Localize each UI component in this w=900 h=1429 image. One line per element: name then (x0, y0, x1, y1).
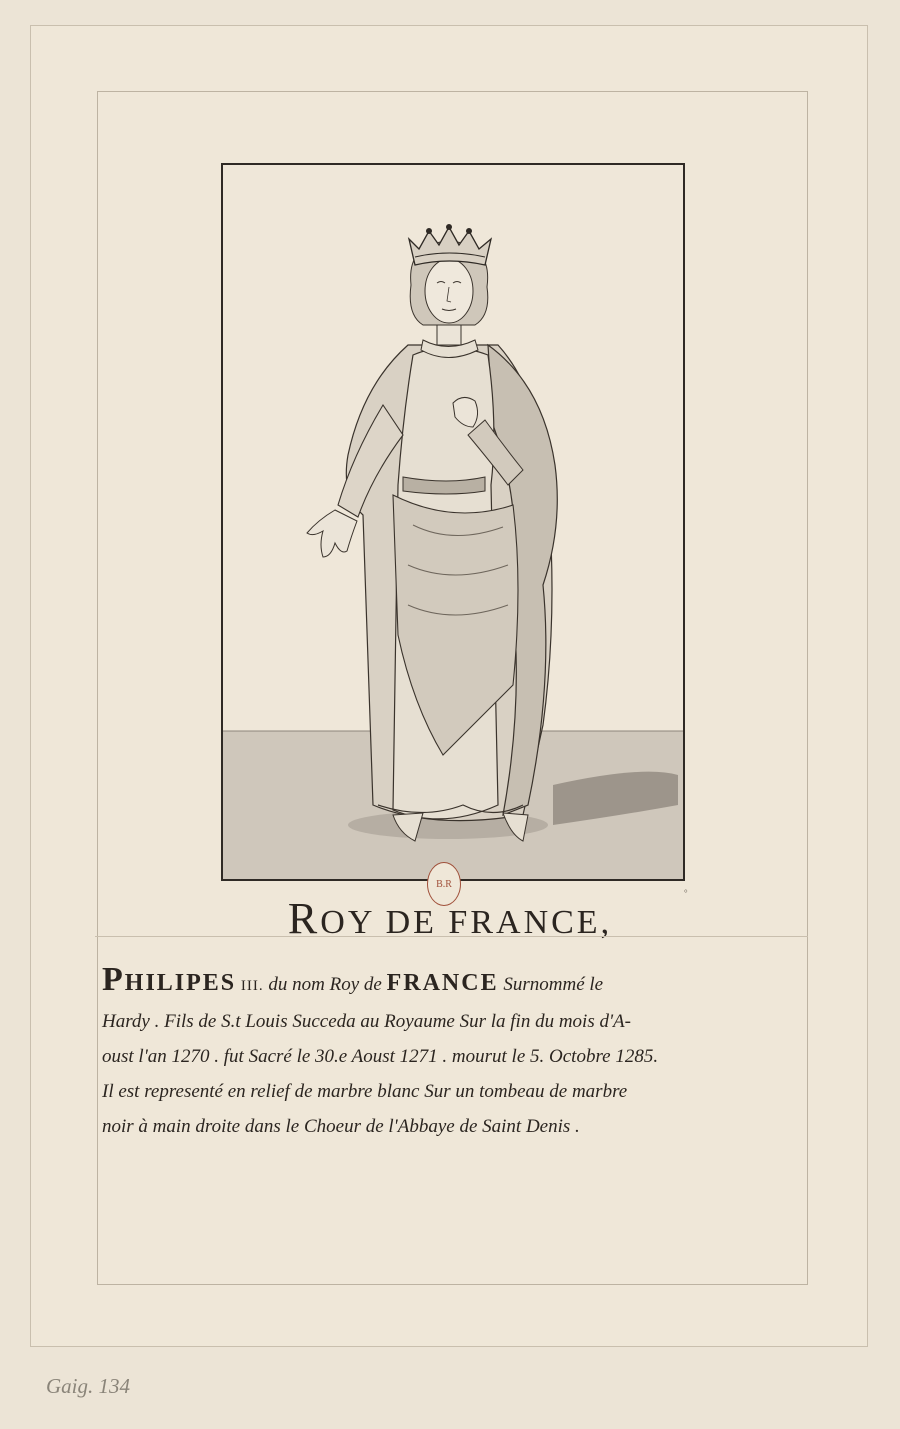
king-illustration (223, 165, 683, 879)
caption-line-5: noir à main droite dans le Choeur de l'Abbaye de Saint Denis . (102, 1116, 580, 1137)
library-stamp: B.R (427, 862, 461, 906)
caption-line-4: Il est representé en relief de marbre blanc Sur un tombeau de marbre (102, 1081, 628, 1102)
caption-line-2: Hardy . Fils de S.t Louis Succeda au Royaume Sur la fin du mois d'A- (102, 1011, 631, 1032)
page-title: ROY DE FRANCE, (287, 894, 613, 943)
portrait-frame (221, 163, 685, 881)
caption-line-3: oust l'an 1270 . fut Sacré le 30.e Aoust 1271 . mourut le 5. Octobre 1285. (102, 1046, 659, 1067)
shelfmark-annotation: Gaig. 134 (46, 1374, 130, 1398)
caption-text (102, 962, 812, 1144)
small-mark: ° (684, 888, 688, 898)
text-divider (95, 936, 808, 938)
caption-line-1: PHILIPES III. du nom Roy de FRANCE Surnommé le (102, 961, 604, 998)
